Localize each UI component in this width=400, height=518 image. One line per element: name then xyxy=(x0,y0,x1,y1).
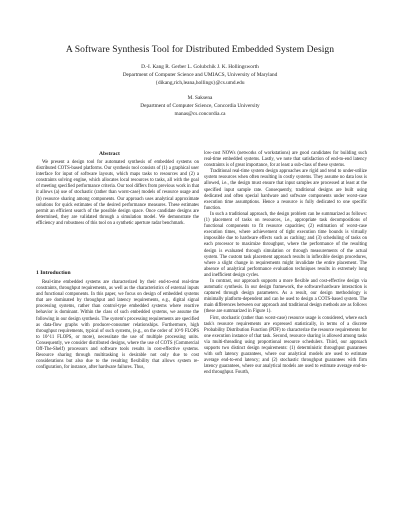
abstract-heading: Abstract xyxy=(99,151,120,157)
introduction-heading: 1 Introduction xyxy=(36,270,71,276)
right-paragraph-1: low-cost NOWs (networks of workstations) are good candidates for building such real-time embedded systems. Lastly, we note that satisfaction of end-to-end latency constraints is of great importance, for at least a sub-class of these systems. xyxy=(204,151,367,169)
right-paragraph-3: In such a traditional approach, the design problem can be summarized as follows: (1) placement of tasks on resources, i.e., appropriate task decompositions of functional components to fit resource capacities; (2) estimation of worst-case execution times, where achievement of tight execution time bounds is virtually impossible due to hardware effects such as caching; and (3) scheduling of tasks on each processor to maximize throughput, where the performance of the resulting design is evaluated through simulation or through measurements of the actual system. The custom task placement approach results in inflexible design procedures, where a slight change in requirements might invalidate the entire placement. The absence of analytical performance evaluation techniques results in extremely long and inefficient design cycles. xyxy=(204,211,367,278)
paper-title: A Software Synthesis Tool for Distributed Embedded System Design xyxy=(65,44,335,55)
abstract-paragraph: We present a design tool for automated synthesis of embedded systems on distributed COTS-based platforms. Our synthesis tool consists of (1) a graphical user interface for input of software layouts, which maps tasks to resources and (2) a constraints solving engine, which allocates local resources to tasks, all with the goal of meeting specified performance criteria. Our tool differs from previous work in that it allows (a) use of stochastic (rather than worst-case) models of resource usage and (b) resource sharing among components. Our approach uses analytical approximate solutions for quick estimates of the desired performance measures. These estimates permit an efficient search of the possible design space. Once candidate designs are determined, they are validated through a simulation model. We demonstrate the efficiency and robustness of this tool on a synthetic aperture radar benchmark. xyxy=(36,160,199,226)
right-paragraph-4: In contrast, our approach supports a more flexible and cost-effective design via automatic synthesis. In our design framework, the software/hardware interaction is captured through design parameters. As a result, our design methodology is minimally platform-dependent and can be used to design a COTS-based system. The main differences between our approach and traditional design methods are as follows (these are summarized in Figure 1). xyxy=(204,278,367,315)
author-concordia: M. Saksena xyxy=(187,95,213,101)
authors-umd: D.-I. Kang R. Gerber L. Golubchik J. K. Hollingsworth xyxy=(141,64,259,70)
affiliation-umd: Department of Computer Science and UMIACS, University of Maryland xyxy=(122,72,278,78)
email-umd: {dikang,rich,leana,hollings}@cs.umd.edu xyxy=(155,80,245,86)
affiliation-concordia: Department of Computer Science, Concordia University xyxy=(140,103,260,109)
introduction-paragraph: Real-time embedded systems are characterized by their end-to-end real-time constraints, throughput requirements, as well as the characteristics of external inputs and functional components. In this paper, we focus on design of embedded systems that are dominated by throughput and latency requirements, e.g., digital signal processing systems, rather than control-type embedded systems where reactive behavior is dominant. Within the class of such embedded systems, we assume the following in our design synthesis. The system's processing requirements are specified as data-flow graphs with producer-consumer relationships. Furthermore, high throughput requirements, typical of such systems, (e.g., on the order of 10^9 FLOPS to 10^11 FLOPS, or more), necessitate the use of multiple processing units. Consequently, we consider distributed designs, where the use of COTS (Commercial Off-The-Shelf) processors and software tools results in cost-effective systems. Resource sharing through multitasking is desirable not only due to cost considerations but also due to the resulting flexibility that allows system re-configuration, for instance, after hardware failures. Thus, xyxy=(36,280,199,371)
email-concordia: manas@cs.concordia.ca xyxy=(174,111,226,117)
right-paragraph-5: First, stochastic (rather than worst-case) resource usage is considered, where each task's resource requirements are expressed statistically, in terms of a discrete Probability Distribution Function (PDF) to characterize the resource requirements for one execution instance of that task. Second, resource sharing is allowed among tasks via multi-threading using proportional resource schedulers. Third, our approach supports two distinct design requirements: (1) deterministic throughput guarantees with soft latency guarantees, where our analytical models are used to estimate average end-to-end latency; and (2) stochastic throughput guarantees with firm latency guarantees, where our analytical models are used to estimate average end-to-end throughput. Fourth, xyxy=(204,315,367,376)
right-column xyxy=(204,151,367,376)
abstract-body xyxy=(36,160,199,227)
introduction-body xyxy=(36,280,199,371)
right-paragraph-2: Traditional real-time system design approaches are rigid and tend to under-utilize system resources when often resulting in costly systems. They assume no data loss is allowed, i.e., the design must ensure that input samples are processed at least at the specified input sample rate. Consequently, traditional designs are built using dedicated and often special hardware and software components under worst-case execution time assumptions. Hence a resource is fully dedicated to one specific function. xyxy=(204,169,367,211)
